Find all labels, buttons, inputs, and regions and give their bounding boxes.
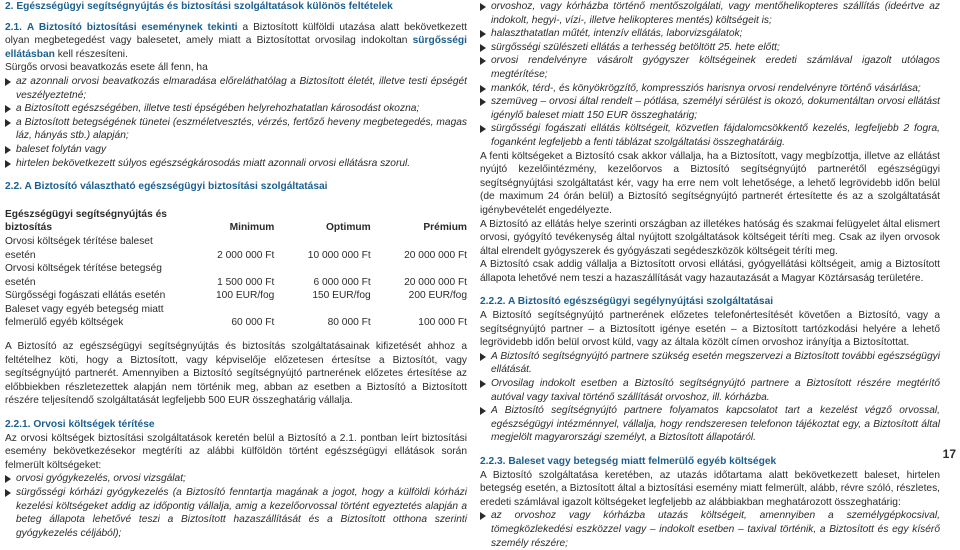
other-costs-list <box>480 509 940 550</box>
list-item <box>480 377 940 404</box>
section-title: A Biztosító választható egészségügyi biztosítási szolgáltatásai <box>24 181 328 193</box>
table-cell: 100 EUR/fog <box>216 290 275 302</box>
table-row <box>5 289 467 303</box>
list-item-text: az orvoshoz vagy kórházba utazás költségeit, amennyiben a személygépkocsival, tömegközlekedési eszközzel vagy – indokolt esetben – taxival történik, a Biztosított és egy kísérő személy részére; <box>491 510 940 549</box>
list-item <box>5 75 467 102</box>
list-item-text: a Biztosított betegségének tünetei (eszméletvesztés, vérzés, fertőző heveny megbetegedés, magas láz, hányás stb.) alapján; <box>16 116 467 142</box>
section-title: Baleset vagy betegség miatt felmerülő egyéb költségek <box>508 456 777 467</box>
list-item-text: baleset folytán vagy <box>16 143 107 155</box>
repatriation-limit-paragraph: A Biztosító csak addig vállalja a Biztosított orvosi ellátási, gyógyellátási költségeit, amig a Biztosított állapota lehetővé nem teszi a hazaszállítását vagy hazautazását a Magyar Köztársaság területére. <box>480 259 940 284</box>
arrow-bullet-icon <box>480 30 486 38</box>
list-item-text: sürgősségi kórházi gyógykezelés (a Biztosító fenntartja magának a jogot, hogy a külföldi kórházi kezelési költségeket addig az időpontig vállalja, amig a kezelőorvossal történt egyeztetés alapján a beteg állapota lehetővé teszi a Biztosított hazaszállítását és a Biztosított otthona szerinti gyógykezelés céljából); <box>16 487 467 539</box>
list-item <box>480 122 940 149</box>
table-cell: Baleset vagy egyéb betegség miatt felmerülő egyéb költségek <box>5 303 164 329</box>
table-cell: 200 EUR/fog <box>408 290 467 302</box>
column-header: Minimum <box>229 222 275 234</box>
list-item-text: a Biztosított egészségében, illetve testi épségében helyrehozhatatlan károsodást okozna; <box>16 103 420 115</box>
section-strong-emergency: sürgősségi ellátásban <box>5 35 467 60</box>
arrow-bullet-icon <box>480 512 486 520</box>
list-item-text: A Biztosító segítségnyújtó partnere szükség esetén megszervezi a Biztosított további egészségügyi ellátását. <box>491 350 940 376</box>
table-cell: 20 000 000 Ft <box>404 276 467 288</box>
column-header: Prémium <box>423 222 467 234</box>
column-header: Optimum <box>325 222 371 234</box>
arrow-bullet-icon <box>5 475 11 483</box>
list-item <box>480 41 940 55</box>
cost-condition-paragraph: A fenti költségeket a Biztosító csak akkor vállalja, ha a Biztosított, vagy megbízottja, illetve az ellátást nyújtó kezelőintézmény, kezelőorvos a Biztosító segítségnyújtó partnerétől egészségügyi segítségnyújtási szolgáltatást kér, vagy ha erre nem volt lehetősége, a lehető legrövidebb időn belül (de maximum 24 órán belül) a Biztosító segítségnyújtó partnerét értesítette és az a szolgáltatását igénybevételét engedélyezte. <box>480 150 940 216</box>
list-item <box>5 157 467 171</box>
table-cell: Orvosi költségek térítése baleset esetén <box>5 235 153 261</box>
section-text-end: kell részesíteni. <box>57 48 128 60</box>
list-item <box>5 486 467 540</box>
arrow-bullet-icon <box>5 119 11 127</box>
table-cell: 6 000 000 Ft <box>313 276 371 288</box>
section-text: a Biztosított külföldi utazása alatt bekövetkezett olyan megbetegedést vagy balesetet, amely miatt a Biztosítottat orvosilag indokoltan <box>5 21 467 47</box>
arrow-bullet-icon <box>5 160 11 168</box>
section-2-2-3-heading <box>480 455 940 469</box>
list-item-text: sürgősségi szülészeti ellátás a terhesség betöltött 25. hete előtt; <box>491 41 780 53</box>
other-costs-paragraph: A Biztosító szolgáltatása keretében, az utazás időtartama alatt bekövetkezett baleset, hirtelen betegség esetén, a Biztosított által a biztosítási esemény miatt felmerült, alább, révre szóló, részletes, eredeti számlával igazolt költségeket legfeljebb az alábbiakban meghatározott összeghatárig: <box>480 469 940 508</box>
assistance-list <box>480 350 940 445</box>
section-lead-strong: A Biztosító biztosítási eseménynek tekinti <box>26 21 238 33</box>
list-item-text: sürgősségi fogászati ellátás költségeit, közvetlen fájdalomcsökkentő kezelés, legfeljebb 2 fogra, foganként legfeljebb a fenti táblázat szolgáltatási összeghatáráig. <box>491 123 940 148</box>
section-2-2-heading <box>5 180 467 194</box>
list-item <box>5 472 467 486</box>
table-cell: 1 500 000 Ft <box>217 276 275 288</box>
arrow-bullet-icon <box>5 78 11 86</box>
table-cell: 150 EUR/fog <box>312 290 371 302</box>
arrow-bullet-icon <box>480 353 486 361</box>
list-item-text: az azonnali orvosi beavatkozás elmaradása előreláthatólag a Biztosított életét, illetve testi épségét veszélyeztetné; <box>16 75 467 101</box>
list-item-text: orvoshoz, vagy kórházba történő mentőszolgálati, vagy mentőhelikopteres szállítás (ideértve az indokolt, hegyi-, vízi-, illetve helikopteres mentés) költségeit is; <box>491 1 940 26</box>
list-item-text: szemüveg – orvosi által rendelt – pótlása, személyi sérülést is okozó, dokumentáltan orvosi ellátást igénylő baleset miatt 150 EUR összeghatárig; <box>491 96 940 121</box>
list-item <box>5 102 467 116</box>
arrow-bullet-icon <box>5 146 11 154</box>
list-item-text: halaszthatatlan műtét, intenzív ellátás, laborvizsgálatok; <box>491 28 743 40</box>
arrow-bullet-icon <box>480 125 486 133</box>
list-item <box>480 27 940 41</box>
section-number: 2.2. <box>5 181 22 193</box>
section-title: Orvosi költségek térítése <box>33 419 155 431</box>
left-column <box>5 0 467 540</box>
medical-costs-paragraph: Az orvosi költségek biztosítási szolgáltatások keretén belül a Biztosító a 2.1. pontban leírt biztosítási esemény bekövetkezésekor megtéríti az alábbi külföldön történt egészségügyi ellátások során felmerült költségeket: <box>5 432 467 471</box>
list-item-text: hirtelen bekövetkezett súlyos egészségkárosodás miatt azonnali orvosi ellátásra szorul. <box>16 157 411 169</box>
section-2-2-1-heading <box>5 418 467 432</box>
list-item <box>5 116 467 143</box>
list-item-text: mankók, térd-, és könyökrögzítő, kompressziós harisnya orvosi rendelvényre történő vásárlása; <box>491 82 921 94</box>
medical-costs-list-continued <box>480 0 940 150</box>
arrow-bullet-icon <box>480 98 486 106</box>
table-cell: Orvosi költségek térítése betegség esetén <box>5 263 162 288</box>
section-2-2-2-heading <box>480 295 940 309</box>
payment-condition-paragraph: A Biztosító az egészségügyi segítségnyújtás és biztosítás szolgáltatásainak kifizetését ahhoz a feltételhez köti, hogy a Biztosított, vagy képviselője előzetesen értesítse a Biztosítót, vagy segítségnyújtó partnerét. Amennyiben a Biztosító segítségnyújtó partnerének előzetes értesítése az előbbiekben részletezettek alapján nem történik meg, abban az esetben a Biztosító a Biztosított részére teljesítendő szolgáltatását legfeljebb 500 EUR összeghatárig vállalja. <box>5 341 467 407</box>
table-header-row <box>5 208 467 235</box>
medical-costs-list <box>5 472 467 540</box>
list-item-text: Orvosilag indokolt esetben a Biztosító segítségnyújtó partnere a Biztosított részére megtérítő autóval vagy taxival történő szállítását orvoshoz, ill. kórházba. <box>491 378 940 403</box>
services-table <box>5 208 467 330</box>
list-item <box>480 350 940 377</box>
list-item <box>480 404 940 445</box>
section-number: 2.2.3. <box>480 456 506 467</box>
assistance-paragraph: A Biztosító segítségnyújtó partnerének előzetes telefonértesítését követően a Biztosító, vagy a segítségnyújtó partner – a Biztosított igénye esetén – a Biztosított tartózkodási helyére a lehető legrövidebb időn belül orvost küld, vagy az általa közölt címen orvoshoz irányítja a Biztosítottat. <box>480 310 940 349</box>
page-title: 2. Egészségügyi segítségnyújtás és biztosítási szolgáltatások különös feltételek <box>5 1 393 12</box>
section-number: 2.2.1. <box>5 419 31 431</box>
recognized-care-paragraph: A Biztosító az ellátás helye szerinti országban az illetékes hatóság és szakmai felügyelet által elismert orvosi, gyógyító tevékenység által nyújtott szolgáltatások költségeit téríti meg. Csak az ilyen orvosok által elrendelt gyógyszerek és gyógyászati segédeszközök költségeit téríti meg. <box>480 218 940 257</box>
column-header: Egészségügyi segítségnyújtás és biztosítás <box>5 208 167 234</box>
table-cell: 10 000 000 Ft <box>307 249 371 261</box>
arrow-bullet-icon <box>5 105 11 113</box>
emergency-intro: Sürgős orvosi beavatkozás esete áll fenn, ha <box>5 62 208 74</box>
section-title: A Biztosító egészségügyi segélynyújtási szolgáltatásai <box>507 296 774 308</box>
table-cell: 20 000 000 Ft <box>404 249 467 261</box>
table-cell: 2 000 000 Ft <box>217 249 275 261</box>
section-number: 2.2.2. <box>480 296 506 308</box>
list-item-text: orvosi rendelvényre vásárolt gyógyszer költségeinek eredeti számlával igazolt utólagos megtérítése; <box>491 55 940 80</box>
page-number: 17 <box>942 447 956 462</box>
section-2-1-paragraph <box>5 21 467 62</box>
arrow-bullet-icon <box>480 85 486 93</box>
table-cell: 100 000 Ft <box>418 317 467 329</box>
list-item <box>480 95 940 122</box>
list-item <box>480 509 940 550</box>
right-column <box>480 0 940 550</box>
list-item-text: orvosi gyógykezelés, orvosi vizsgálat; <box>16 473 186 485</box>
arrow-bullet-icon <box>480 3 486 11</box>
list-item <box>480 54 940 81</box>
emergency-conditions-list <box>5 75 467 170</box>
arrow-bullet-icon <box>480 380 486 388</box>
list-item-text: A Biztosító segítségnyújtó partnere folyamatos kapcsolatot tart a kezelést végző orvossal, egészségügyi intézménnyel, vállalja, hogy rendszeresen telefonon tájékoztat egy, a Biztosított által megjelölt magyarországi személyt, a Biztosított állapotáról. <box>491 405 940 444</box>
list-item <box>480 0 940 27</box>
arrow-bullet-icon <box>5 489 11 497</box>
table-row <box>5 303 467 330</box>
arrow-bullet-icon <box>480 57 486 65</box>
table-cell: 60 000 Ft <box>231 317 275 329</box>
section-number: 2.1. <box>5 21 22 33</box>
arrow-bullet-icon <box>480 407 486 415</box>
table-cell: 80 000 Ft <box>327 317 371 329</box>
arrow-bullet-icon <box>480 44 486 52</box>
list-item <box>480 82 940 96</box>
table-row <box>5 262 467 289</box>
table-cell: Sürgősségi fogászati ellátás esetén <box>5 290 166 302</box>
table-row <box>5 235 467 262</box>
list-item <box>5 143 467 157</box>
